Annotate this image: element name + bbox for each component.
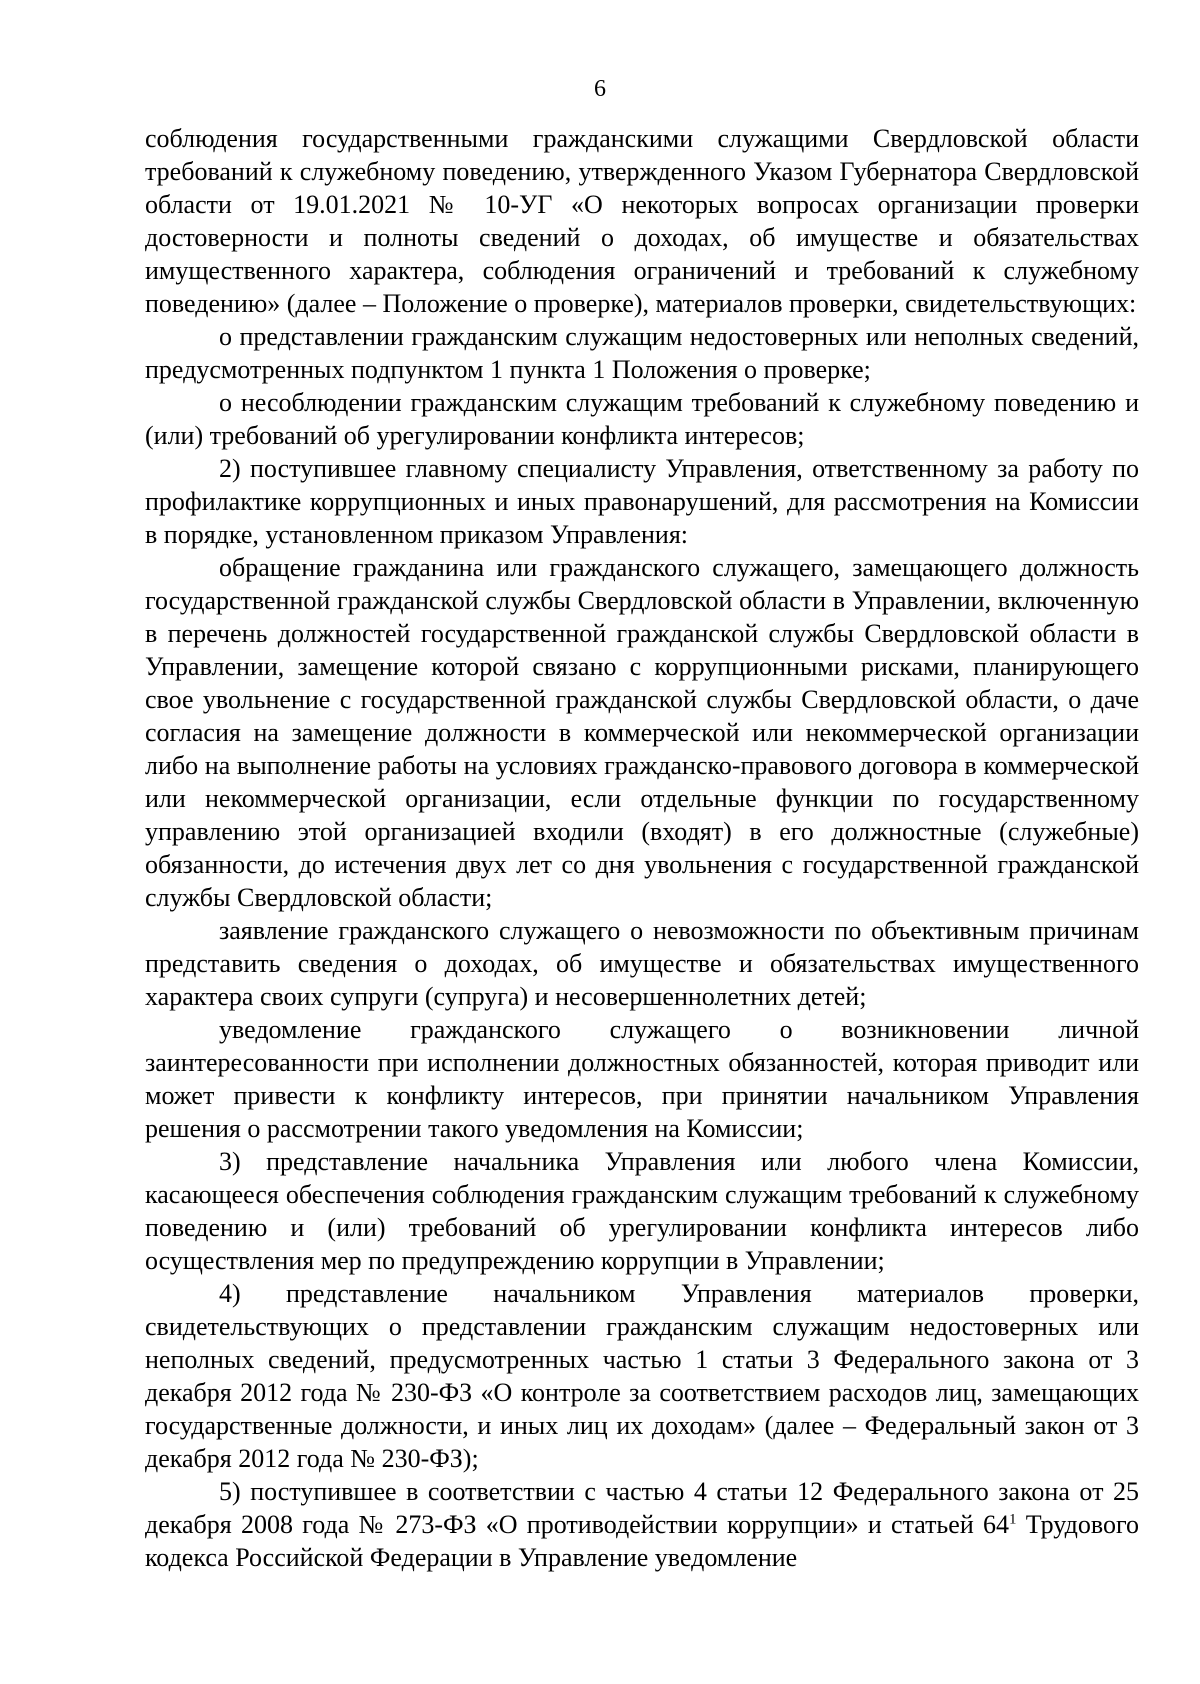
paragraph-statement: заявление гражданского служащего о невозможности по объективным причинам представить сведения о доходах, об имуществе и обязательствах имущественного характера своих супруги (супруга) и несовершеннолетних детей; bbox=[145, 916, 1139, 1011]
paragraph-false-information: о представлении гражданским служащим недостоверных или неполных сведений, предусмотренных подпунктом 1 пункта 1 Положения о проверке; bbox=[145, 322, 1139, 384]
paragraph-item-2: 2) поступившее главному специалисту Управления, ответственному за работу по профилактике коррупционных и иных правонарушений, для рассмотрения на Комиссии в порядке, установленном приказом Управления: bbox=[145, 454, 1139, 549]
paragraph-notification: уведомление гражданского служащего о возникновении личной заинтересованности при исполнении должностных обязанностей, которая приводит или может привести к конфликту интересов, при принятии начальником Управления решения о рассмотрении такого уведомления на Комиссии; bbox=[145, 1015, 1139, 1143]
page-number: 6 bbox=[594, 76, 606, 102]
paragraph-item-5 bbox=[145, 1475, 1139, 1574]
paragraph-item-3: 3) представление начальника Управления или любого члена Комиссии, касающееся обеспечения соблюдения гражданским служащим требований к служебному поведению и (или) требований об урегулировании конфликта интересов либо осуществления мер по предупреждению коррупции в Управлении; bbox=[145, 1147, 1139, 1275]
paragraph-appeal: обращение гражданина или гражданского служащего, замещающего должность государственной гражданской службы Свердловской области в Управлении, включенную в перечень должностей государственной гражданской службы Свердловской области в Управлении, замещение которой связано с коррупционными рисками, планирующего свое увольнение с государственной гражданской службы Свердловской области, о даче согласия на замещение должности в коммерческой или некоммерческой организации либо на выполнение работы на условиях гражданско-правового договора в коммерческой или некоммерческой организации, если отдельные функции по государственному управлению этой организацией входили (входят) в его должностные (служебные) обязанности, до истечения двух лет со дня увольнения с государственной гражданской службы Свердловской области; bbox=[145, 553, 1139, 912]
paragraph-continuation: соблюдения государственными гражданскими служащими Свердловской области требований к служебному поведению, утвержденного Указом Губернатора Свердловской области от 19.01.2021 № 10-УГ «О некоторых вопросах организации проверки достоверности и полноты сведений о доходах, об имуществе и обязательствах имущественного характера, соблюдения ограничений и требований к служебному поведению» (далее – Положение о проверке), материалов проверки, свидетельствующих: bbox=[145, 124, 1139, 318]
paragraph-non-compliance: о несоблюдении гражданским служащим требований к служебному поведению и (или) требований об урегулировании конфликта интересов; bbox=[145, 388, 1139, 450]
article-superscript: 1 bbox=[1009, 1511, 1017, 1528]
paragraph-item-5-text: 5) поступившее в соответствии с частью 4 статьи 12 Федерального закона от 25 декабря 2008 года № 273-ФЗ «О противодействии коррупции» и статьей 64 bbox=[145, 1477, 1139, 1539]
document-body bbox=[145, 122, 1139, 1574]
paragraph-item-5-tail: Трудового кодекса Российской Федерации в Управление уведомление bbox=[145, 1510, 1140, 1572]
paragraph-item-4: 4) представление начальником Управления материалов проверки, свидетельствующих о представлении гражданским служащим недостоверных или неполных сведений, предусмотренных частью 1 статьи 3 Федерального закона от 3 декабря 2012 года № 230-ФЗ «О контроле за соответствием расходов лиц, замещающих государственные должности, и иных лиц их доходам» (далее – Федеральный закон от 3 декабря 2012 года № 230-ФЗ); bbox=[145, 1279, 1139, 1473]
